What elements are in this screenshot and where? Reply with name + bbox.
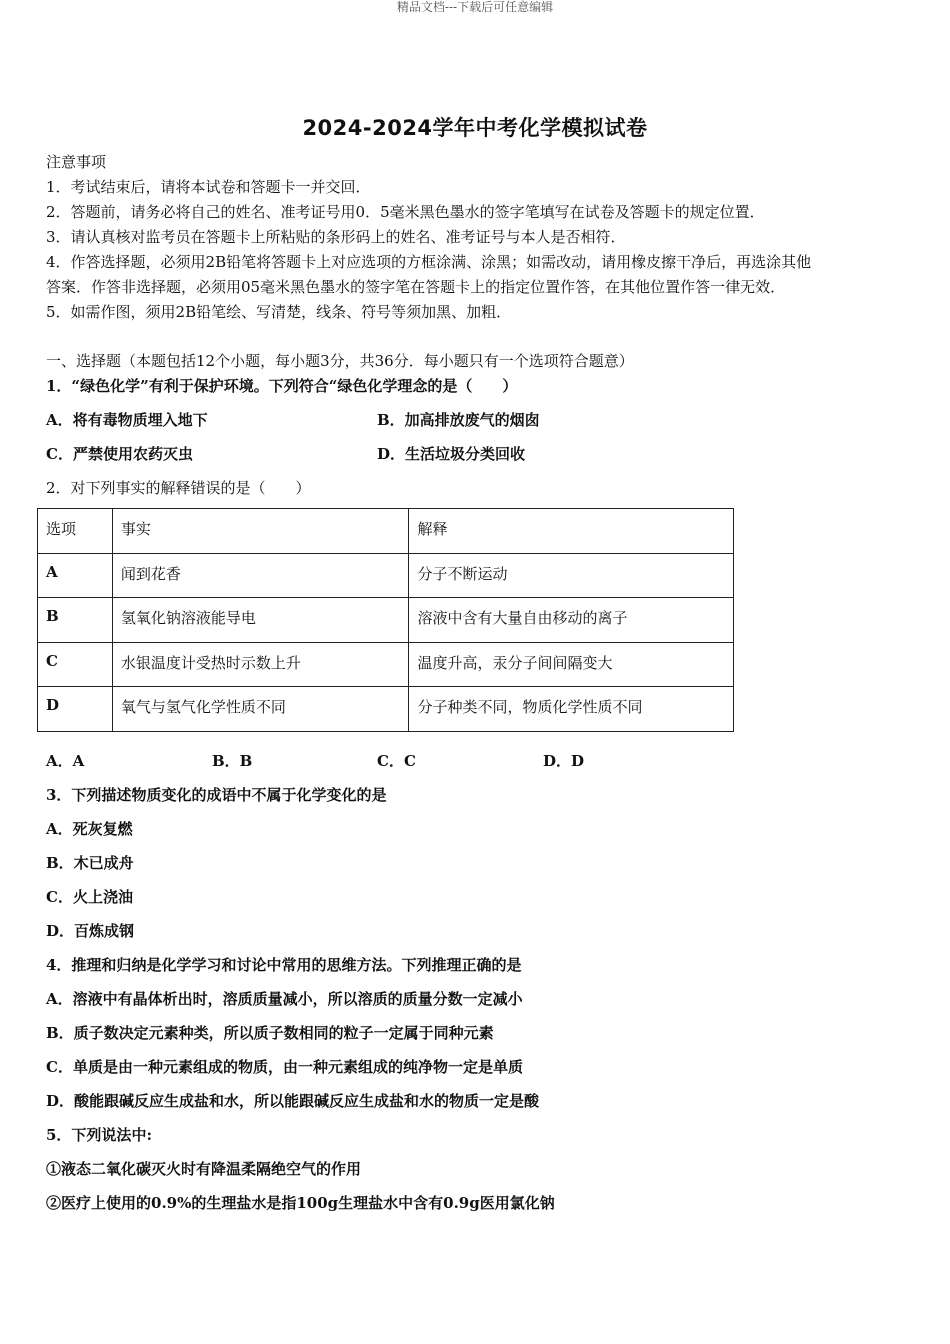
table-cell: 氧气与氢气化学性质不同 [112, 687, 409, 732]
question-4-option-c: C．单质是由一种元素组成的物质，由一种元素组成的纯净物一定是单质 [46, 1058, 523, 1076]
table-header-cell: 解释 [409, 509, 734, 554]
table-cell: 分子种类不同，物质化学性质不同 [409, 687, 734, 732]
table-row [38, 687, 734, 732]
table-cell: D [38, 687, 113, 732]
header-note: 精品文档---下载后可任意编辑 [396, 0, 554, 14]
question-3-option-d: D．百炼成钢 [46, 922, 135, 940]
question-4-option-a: A．溶液中有晶体析出时，溶质质量减小，所以溶质的质量分数一定减小 [46, 990, 523, 1008]
question-2-option-c: C．C [377, 752, 416, 770]
question-4-option-b: B．质子数决定元素种类，所以质子数相同的粒子一定属于同种元素 [46, 1024, 494, 1042]
question-3-option-b: B．木已成舟 [46, 854, 134, 872]
notice-item: 1．考试结束后，请将本试卷和答题卡一并交回． [46, 178, 371, 196]
section-heading: 一、选择题（本题包括12个小题，每小题3分，共36分．每小题只有一个选项符合题意） [46, 352, 634, 370]
notice-item: 4．作答选择题，必须用2B铅笔将答题卡上对应选项的方框涂满、涂黑；如需改动，请用橡皮擦干净后，再选涂其他 [46, 253, 812, 271]
notice-item: 5．如需作图，须用2B铅笔绘、写清楚，线条、符号等须加黑、加粗． [46, 303, 512, 321]
page-title: 2024-2024学年中考化学模拟试卷 [302, 116, 648, 140]
table-cell: 闻到花香 [112, 553, 409, 598]
table-cell: 温度升高，汞分子间间隔变大 [409, 642, 734, 687]
question-4-option-d: D．酸能跟碱反应生成盐和水，所以能跟碱反应生成盐和水的物质一定是酸 [46, 1092, 540, 1110]
question-5-item: ②医疗上使用的0.9%的生理盐水是指100g生理盐水中含有0.9g医用氯化钠 [46, 1194, 555, 1212]
table-cell: 水银温度计受热时示数上升 [112, 642, 409, 687]
question-3-option-a: A．死灰复燃 [46, 820, 133, 838]
question-1-stem: 1．“绿色化学”有利于保护环境。下列符合“绿色化学理念的是（ ） [46, 377, 518, 395]
table-row [38, 642, 734, 687]
notice-item: 3．请认真核对监考员在答题卡上所粘贴的条形码上的姓名、准考证号与本人是否相符． [46, 228, 626, 246]
notice-item: 答案．作答非选择题，必须用05毫米黑色墨水的签字笔在答题卡上的指定位置作答，在其他位置作答一律无效． [46, 278, 786, 296]
question-1-option-c: C．严禁使用农药灭虫 [46, 445, 193, 463]
question-5-stem: 5．下列说法中: [46, 1126, 152, 1144]
question-3-stem: 3．下列描述物质变化的成语中不属于化学变化的是 [46, 786, 387, 804]
question-2-option-d: D．D [543, 752, 585, 770]
table-cell: 氢氧化钠溶液能导电 [112, 598, 409, 643]
question-5-item: ①液态二氧化碳灭火时有降温柔隔绝空气的作用 [46, 1160, 362, 1178]
table-cell: 分子不断运动 [409, 553, 734, 598]
table-cell: A [38, 553, 113, 598]
question-2-table [37, 508, 734, 732]
notice-heading: 注意事项 [46, 153, 107, 171]
table-header-cell: 选项 [38, 509, 113, 554]
question-1-option-d: D．生活垃圾分类回收 [377, 445, 526, 463]
table-row [38, 553, 734, 598]
question-2-stem: 2．对下列事实的解释错误的是（ ） [46, 479, 311, 497]
table-cell: C [38, 642, 113, 687]
table-header-row [38, 509, 734, 554]
question-2-option-a: A．A [46, 752, 85, 770]
question-3-option-c: C．火上浇油 [46, 888, 133, 906]
question-1-option-b: B．加高排放废气的烟囱 [377, 411, 540, 429]
table-header-cell: 事实 [112, 509, 409, 554]
table-cell: B [38, 598, 113, 643]
question-1-option-a: A．将有毒物质埋入地下 [46, 411, 208, 429]
table-cell: 溶液中含有大量自由移动的离子 [409, 598, 734, 643]
table-row [38, 598, 734, 643]
question-2-option-b: B．B [212, 752, 253, 770]
question-4-stem: 4．推理和归纳是化学学习和讨论中常用的思维方法。下列推理正确的是 [46, 956, 522, 974]
notice-item: 2．答题前，请务必将自己的姓名、准考证号用0．5毫米黑色墨水的签字笔填写在试卷及答题卡的规定位置． [46, 203, 765, 221]
